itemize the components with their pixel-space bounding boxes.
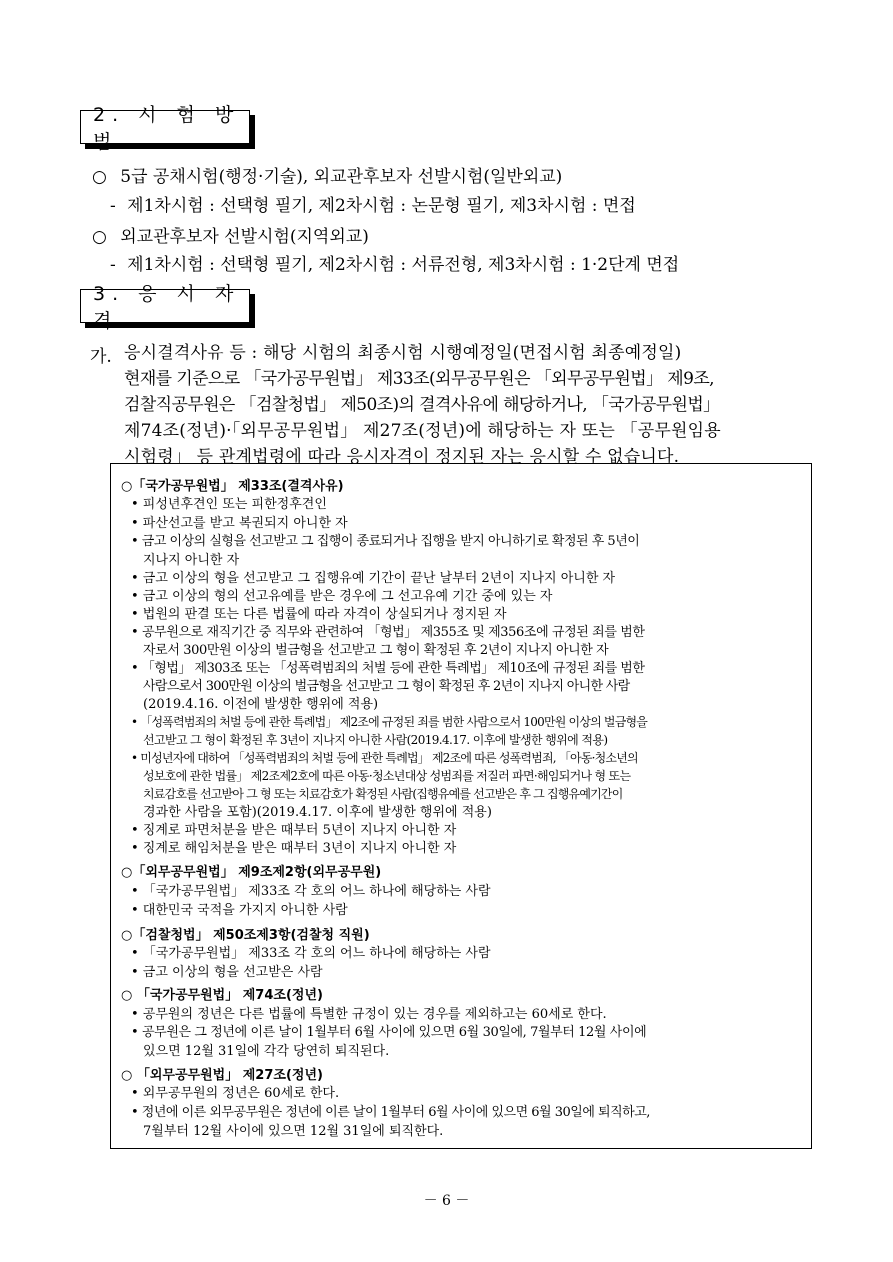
box-line: • 금고 이상의 형을 선고받은 사람 [131,965,323,980]
box-heading-9: ○「외무공무원법」 제9조제2항(외무공무원) [121,865,382,880]
box-line: • 정년에 이른 외무공무원은 정년에 이른 날이 1월부터 6월 사이에 있으면 6월 30일에 퇴직하고, [131,1105,650,1120]
s2-item-4 [110,250,679,275]
box-line: • 금고 이상의 실형을 선고받고 그 집행이 종료되거나 집행을 받지 아니하기로 확정된 후 5년이 [131,534,640,549]
s2-item-3 [92,222,369,247]
box-line: 경과한 사람을 포함)(2019.4.17. 이후에 발생한 행위에 적용) [143,805,492,820]
box-line: 치료감호를 선고받아 그 형 또는 치료감호가 확정된 사람(집행유예를 선고받은 후 그 집행유예기간이 [143,787,623,801]
box-line: 7월부터 12월 사이에 있으면 12월 31일에 퇴직한다. [143,1124,444,1139]
box-line: • 「형법」 제303조 또는 「성폭력범죄의 처벌 등에 관한 특례법」 제10조에 규정된 죄를 범한 [131,661,645,676]
s2-item-1-bullet: ○ [92,167,107,187]
box-line: • 「국가공무원법」 제33조 각 호의 어느 하나에 해당하는 사람 [131,884,491,899]
s2-item-4-bullet: - [110,255,116,275]
page-number: － 6 － [423,1193,470,1209]
section-3-title: 3. 응 시 자 격 [93,283,241,332]
box-heading-27: ○ 「외무공무원법」 제27조(정년) [121,1068,323,1083]
s3-para-line-1: 응시결격사유 등 : 해당 시험의 최종시험 시행예정일(면접시험 최종예정일) [124,343,682,363]
s2-item-4-text: 제1차시험 : 선택형 필기, 제2차시험 : 서류전형, 제3차시험 : 1·2단계 면접 [127,255,680,275]
box-line: • 금고 이상의 형의 선고유예를 받은 경우에 그 선고유예 기간 중에 있는 자 [131,589,553,604]
section-3-heading [80,283,250,332]
s2-item-2 [110,191,636,216]
box-line: (2019.4.16. 이전에 발생한 행위에 적용) [143,697,379,712]
box-line: • 금고 이상의 형을 선고받고 그 집행유예 기간이 끝난 날부터 2년이 지나지 아니한 자 [131,571,616,586]
s3-para-line-4: 제74조(정년)·「외무공무원법」 제27조(정년)에 해당하는 자 또는 「공무원임용 [124,421,721,441]
box-line: • 피성년후견인 또는 피한정후견인 [131,497,327,512]
box-line: • 「국가공무원법」 제33조 각 호의 어느 하나에 해당하는 사람 [131,946,491,961]
s3-para-line-2: 현재를 기준으로 「국가공무원법」 제33조(외무공무원은 「외무공무원법」 제9조, [124,369,714,389]
s3-para-label: 가. [90,347,112,367]
provisions-box [110,463,812,1149]
box-line: • 외무공무원의 정년은 60세로 한다. [131,1086,340,1101]
box-line: 있으면 12월 31일에 각각 당연히 퇴직된다. [143,1044,390,1059]
s2-item-3-text: 외교관후보자 선발시험(지역외교) [120,227,369,247]
box-line: • 징계로 파면처분을 받은 때부터 5년이 지나지 아니한 자 [131,823,457,838]
box-line: 선고받고 그 형이 확정된 후 3년이 지나지 아니한 사람(2019.4.17. 이후에 발생한 행위에 적용) [143,733,608,747]
box-line: • 징계로 해임처분을 받은 때부터 3년이 지나지 아니한 자 [131,841,457,856]
box-line: • 공무원의 정년은 다른 법률에 특별한 규정이 있는 경우를 제외하고는 60세로 한다. [131,1007,607,1022]
box-line: 성보호에 관한 법률」 제2조제2호에 따른 아동·청소년대상 성범죄를 저질러 파면·해임되거나 형 또는 [143,769,631,783]
box-line: • 공무원은 그 정년에 이른 날이 1월부터 6월 사이에 있으면 6월 30일에, 7월부터 12월 사이에 [131,1025,647,1040]
box-heading-50: ○「검찰청법」 제50조제3항(검찰청 직원) [121,928,370,943]
box-line: 지나지 아니한 자 [143,553,240,568]
box-line: • 법원의 판결 또는 다른 법률에 따라 자격이 상실되거나 정지된 자 [131,607,507,622]
box-line: • 대한민국 국적을 가지지 아니한 사람 [131,903,348,918]
s3-para-line-3: 검찰직공무원은 「검찰청법」 제50조)의 결격사유에 해당하거나, 「국가공무원법」 [124,395,720,415]
s2-item-1-text: 5급 공채시험(행정·기술), 외교관후보자 선발시험(일반외교) [120,167,563,187]
s2-item-3-bullet: ○ [92,227,107,247]
s2-item-1 [92,162,562,187]
box-line: • 공무원으로 재직기간 중 직무와 관련하여 「형법」 제355조 및 제356조에 규정된 죄를 범한 [131,625,645,640]
box-line: • 파산선고를 받고 복권되지 아니한 자 [131,516,348,531]
box-line: 자로서 300만원 이상의 벌금형을 선고받고 그 형이 확정된 후 2년이 지나지 아니한 자 [143,643,609,658]
s2-item-2-text: 제1차시험 : 선택형 필기, 제2차시험 : 논문형 필기, 제3차시험 : 면접 [127,196,636,216]
section-2-heading [80,104,250,153]
box-heading-74: ○ 「국가공무원법」 제74조(정년) [121,988,323,1003]
box-heading-33: ○「국가공무원법」 제33조(결격사유) [121,479,344,494]
box-line: 사람으로서 300만원 이상의 벌금형을 선고받고 그 형이 확정된 후 2년이 지나지 아니한 사람 [143,679,630,694]
s2-item-2-bullet: - [110,196,116,216]
box-line: • 「성폭력범죄의 처벌 등에 관한 특례법」 제2조에 규정된 죄를 범한 사람으로서 100만원 이상의 벌금형을 [131,715,648,729]
section-2-title: 2. 시 험 방 법 [93,104,241,153]
s3-para-line-5: 시험령」 등 관계법령에 따라 응시자격이 정지된 자는 응시할 수 없습니다. [124,447,680,467]
box-line: • 미성년자에 대하여 「성폭력범죄의 처벌 등에 관한 특례법」 제2조에 따른 성폭력범죄, 「아동·청소년의 [131,751,638,765]
s3-paragraph [124,340,814,470]
